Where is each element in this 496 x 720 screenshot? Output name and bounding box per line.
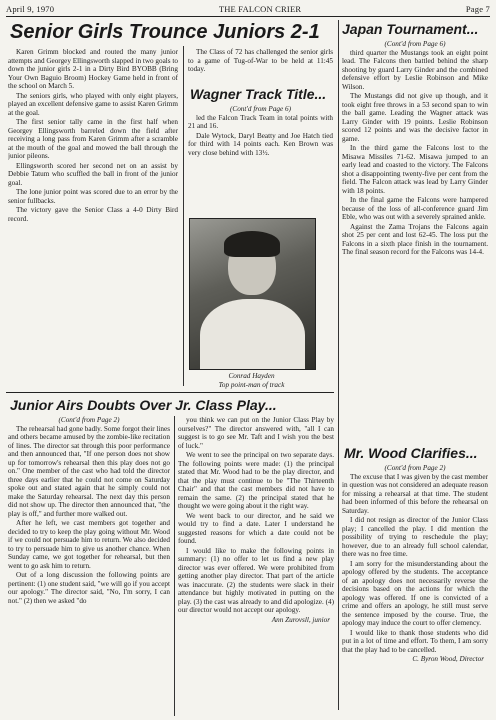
senior-girls-paragraph: The victory gave the Senior Class a 4-0 Dirty Bird record. xyxy=(8,206,178,223)
japan-paragraph: In the final game the Falcons were hampered because of the loss of all-conference guard Jim Eble, who was out with a severely sprained ankle. xyxy=(342,196,488,221)
mr-wood-paragraph: I did not resign as director of the Junior Class play; I cancelled the play. I did mention the possibility of trying to reschedule the play; however, due to an already full school calendar, there was no free time. xyxy=(342,516,488,558)
junior-airs-paragraph: After he left, we cast members got together and decided to try to keep the play going without Mr. Wood if we could not persuade him to return. We also decided to try to persuade him to give us another chance. When Sunday came, we got together for rehearsal, but then went to go ask him to return. xyxy=(8,519,170,570)
column-divider xyxy=(174,416,175,716)
japan-paragraph: third quarter the Mustangs took an eight point lead. The Falcons then battled behind the sharp shooting by guard Larry Ginder and the combined defensive effort by Leslie Robinson and Mike Wilson. xyxy=(342,48,488,91)
japan-paragraph: In the third game the Falcons lost to the Misawa Missiles 71-62. Misawa jumped to an early lead and coasted to the victory. The Falcons shot a disappointing twenty-five per cent from the field. The Falcon attack was lead by Larry Ginder with 18 points. xyxy=(342,144,488,195)
mr-wood-paragraph: The excuse that I was given by the cast member in question was not considered an adequate reason for missing a rehearsal at that time. The student had been informed of this before the rehearsal on Saturday. xyxy=(342,472,488,515)
mr-wood-article xyxy=(342,464,488,718)
tug-of-war-article xyxy=(188,48,333,84)
senior-girls-paragraph: Ellingsworth scored her second net on an assist by Debbie Tatum who scuffled the ball in front of the junior goal. xyxy=(8,161,178,187)
wagner-track-article xyxy=(188,105,333,215)
masthead xyxy=(6,3,490,15)
junior-airs-cont-note: (Cont'd from Page 2) xyxy=(58,416,120,424)
masthead-rule xyxy=(6,16,490,17)
wagner-cont-note: (Cont'd from Page 6) xyxy=(230,105,291,113)
caption-name: Conrad Hayden xyxy=(228,372,275,380)
conrad-hayden-photo xyxy=(189,218,316,370)
junior-airs-paragraph: Out of a long discussion the following points are pertinent: (1) one student said, "we will go if you accept our apology." The director said, "No, I'm sorry, I can not." (2) then we asked "do xyxy=(8,571,170,605)
mr-wood-headline: Mr. Wood Clarifies... xyxy=(344,445,478,461)
column-divider xyxy=(338,20,339,710)
senior-girls-article xyxy=(8,48,178,388)
senior-girls-headline: Senior Girls Trounce Juniors 2-1 xyxy=(10,22,320,42)
junior-airs-paragraph: The rehearsal had gone badly. Some forgot their lines and others became amused by the zombie-like recitation of lines. The director sat through this poor performance and then announced that, "If one person does not show up for tomorrow's rehearsal then this play does not go on." One member of the cast who had told the director three days earlier that he could not come on Saturday spoke out and stated again that he simply could not make the Saturday rehearsal. The next day this person did not show up. The director then announced that, "the play is off," and further more walked out. xyxy=(8,424,170,518)
senior-girls-paragraph: The seniors girls, who played with only eight players, played an excellent defensive game to assist Karen Grimm at the goal. xyxy=(8,91,178,117)
junior-airs-signature: Ann Zurovsll, junior xyxy=(271,615,330,624)
japan-cont-note: (Cont'd from Page 6) xyxy=(384,40,446,48)
section-rule xyxy=(6,392,334,393)
japan-tournament-article xyxy=(342,40,488,440)
tug-of-war-paragraph: The Class of 72 has challenged the senior girls to a game of Tug-of-War to be held at 11:45 today. xyxy=(188,48,333,73)
junior-airs-paragraph: We went back to our director, and he said we would try to find a date. Later I understand he suggested reasons for which a date could not be found. xyxy=(178,511,334,545)
junior-airs-column-1 xyxy=(8,416,170,718)
mr-wood-paragraph: I am sorry for the misunderstanding about the apology offered by the students. The acceptance of an apology does not necessarily reverse the decisions based on the actions for which the apology was offered. If one is convicted of a crime and offers an apology, he still must serve the sentence imposed by the course. True, the apology may induce the court to offer clemency. xyxy=(342,559,488,627)
junior-airs-column-2 xyxy=(178,416,334,718)
wagner-track-headline: Wagner Track Title... xyxy=(190,86,327,102)
wagner-paragraph: led the Falcon Track Team in total points with 21 and 16. xyxy=(188,113,333,130)
senior-girls-paragraph: The lone junior point was scored due to an error by the senior fullbacks. xyxy=(8,188,178,205)
column-divider xyxy=(183,46,184,386)
japan-paragraph: The Mustangs did not give up though, and it took eight free throws in a 53 second span to win the ball game. Leading the Wagner attack was Larry Ginder with 19 points. Leslie Robinson scored 12 points and was the decisive factor in game. xyxy=(342,92,488,143)
mr-wood-cont-note: (Cont'd from Page 2) xyxy=(384,464,446,472)
wagner-paragraph: Dale Wytock, Daryl Beatty and Joe Hatch tied for third with 14 points each. Ken Brown was very close behind with 13½. xyxy=(188,131,333,157)
japan-tournament-headline: Japan Tournament... xyxy=(342,21,479,37)
junior-airs-headline: Junior Airs Doubts Over Jr. Class Play... xyxy=(10,397,277,413)
mr-wood-paragraph: I would like to thank those students who did put in a lot of time and effort. To them, I am sorry that the play had to be cancelled. xyxy=(342,628,488,654)
caption-title: Top point-man of track xyxy=(218,380,285,389)
junior-airs-paragraph: you think we can put on the Junior Class Play by ourselves?" The director answered with, "all I can suggest is to go see Mr. Taft and I wish you the best of luck." xyxy=(178,416,334,450)
page-number: Page 7 xyxy=(465,4,490,14)
senior-girls-paragraph: Karen Grimm blocked and routed the many junior attempts and Georgey Ellingsworth slapped in two goals to down the junior girls 2-1 in a Dirty Bird BYOBB (Bring Your Own Baguio Broom) Hockey Game held in front of the school on March 5. xyxy=(8,48,178,90)
junior-airs-paragraph: I would like to make the following points in summary: (1) no offer to let us find a new play director was ever offered. We were prohibited from getting another play director. That part of the article was inaccurate. (2) the students were slack in their attendance but highly motivated in putting on the play. (3) the cast was already to and did apologize. (4) our director would not accept our apology. xyxy=(178,546,334,614)
senior-girls-paragraph: The first senior tally came in the first half when Georgey Ellingsworth barreled down the field after receiving a long pass from Karen Grimm after a scramble at the mouth of the goal and mowed the ball through the junior pileons. xyxy=(8,118,178,160)
junior-airs-paragraph: We went to see the principal on two separate days. The following points were made: (1) the principal stated that Mr. Wood had to be the play director, and that the play must continue to be "The Thirteenth Chair" and that the cast members did not have to remain the same. (2) the principal stated that he thought we were going about it the right way. xyxy=(178,451,334,510)
mr-wood-signature: C. Byron Wood, Director xyxy=(412,655,484,663)
issue-date: April 9, 1970 xyxy=(6,4,55,14)
japan-paragraph: Against the Zama Trojans the Falcons again shot 25 per cent and lost 62-45. The loss put the Falcons in a sixth place finish in the tournament. The final season record for the Falcons was 14-4. xyxy=(342,222,488,256)
photo-caption xyxy=(189,372,314,389)
newspaper-title: THE FALCON CRIER xyxy=(218,4,302,14)
